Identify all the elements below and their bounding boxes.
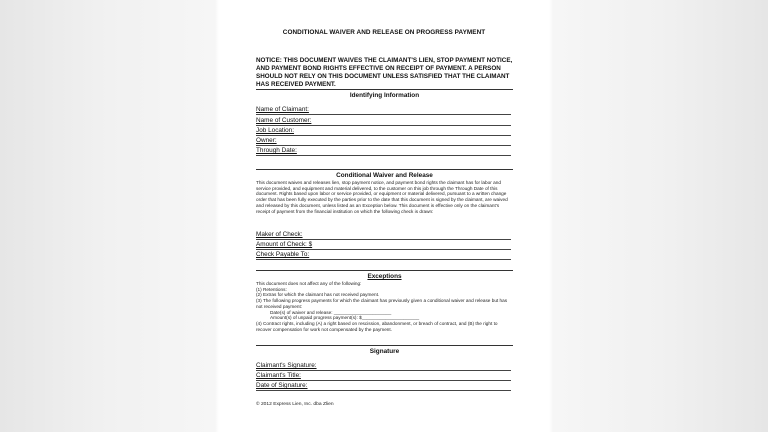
identifying-info-heading: Identifying Information [256,89,513,99]
maker-of-check-field[interactable] [256,231,511,240]
through-date-field[interactable] [256,147,511,156]
owner-field[interactable] [256,137,511,146]
exception-line: (2) Extras for which the claimant has not received payment. [256,292,380,298]
field-label: Amount of Check: $ [256,241,313,248]
exception-line: This document does not affect any of the following: [256,281,362,286]
name-of-customer-field[interactable] [256,117,511,126]
job-location-field[interactable] [256,127,511,136]
field-label: Name of Customer: [256,117,312,124]
exceptions-text [256,281,513,332]
notice-text: NOTICE: THIS DOCUMENT WAIVES THE CLAIMANT'S LIEN, STOP PAYMENT NOTICE, AND PAYMENT BOND RIGHTS EFFECTIVE ON RECEIPT OF PAYMENT. A PERSON SHOULD NOT RELY ON THIS DOCUMENT UNLESS SATISFIED THAT THE CLAIMANT HAS RECEIVED PAYMENT. [256,57,513,88]
exceptions-heading [256,270,513,280]
amount-of-check-field[interactable] [256,241,511,250]
copyright-footer: © 2012 Express Lien, Inc. dba Zlien [256,402,334,407]
waiver-release-heading: Conditional Waiver and Release [256,169,513,179]
claimant-signature-field[interactable] [256,362,511,371]
exception-line: Amount(s) of unpaid progress payment(s): $______________________ [270,315,420,321]
field-label: Check Payable To: [256,251,310,258]
waiver-document-page [219,0,549,432]
exception-line: (4) Contract rights, including (A) a right based on rescission, abandonment, or breach of contract, and (B) the right to recover compensation for work not compensated by the payment. [256,320,498,332]
field-label: Claimant's Signature: [256,362,317,369]
check-payable-to-field[interactable] [256,251,511,260]
field-label: Name of Claimant: [256,106,309,113]
name-of-claimant-field[interactable] [256,106,511,115]
exception-line: Date(s) of waiver and release: ______________________ [270,309,392,315]
field-label: Claimant's Title: [256,372,301,379]
field-label: Maker of Check: [256,231,303,238]
exception-line: (1) Retentions: [256,286,287,292]
claimant-title-field[interactable] [256,372,511,381]
field-label: Date of Signature: [256,382,308,389]
signature-heading: Signature [256,345,513,355]
waiver-release-text: This document waives and releases lien, stop payment notice, and payment bond rights the claimant has for labor and service provided, and equipment and material delivered, to the customer on this job through the Through Date of this document. Rights based upon labor or service provided, or equipment or material delivered, pursuant to a written change order that has been fully executed by the parties prior to the date that this document is signed by the claimant, are waived and released by this document, unless listed as an Exception below. This document is effective only on the claimant's receipt of payment from the financial institution on which the following check is drawn: [256,180,508,214]
document-title: CONDITIONAL WAIVER AND RELEASE ON PROGRESS PAYMENT [282,29,486,36]
exceptions-heading-text: Exceptions [367,273,402,280]
field-label: Through Date: [256,147,297,154]
field-label: Job Location: [256,127,295,134]
date-of-signature-field[interactable] [256,382,511,391]
field-label: Owner: [256,137,277,144]
exception-line: (3) The following progress payments for which the claimant has previously given a conditional waiver and release but has not received payment: [256,298,508,309]
